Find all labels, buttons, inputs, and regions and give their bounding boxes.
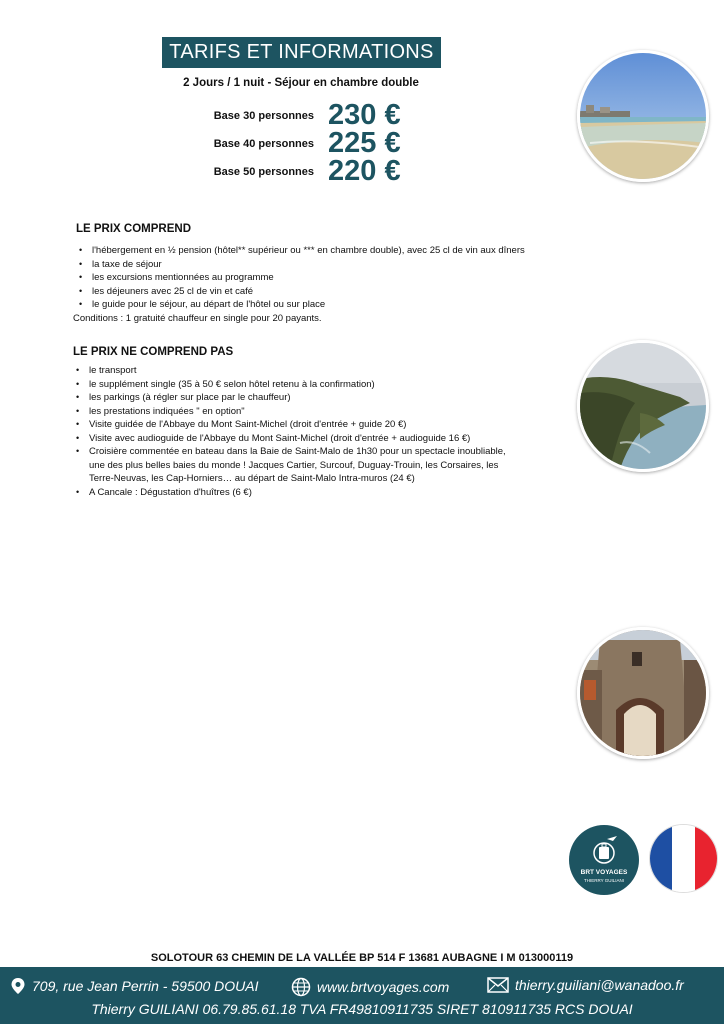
brt-voyages-logo xyxy=(569,825,639,895)
footer-website[interactable] xyxy=(291,977,449,997)
email-link[interactable]: thierry.guiliani@wanadoo.fr xyxy=(515,977,684,993)
globe-icon xyxy=(291,977,311,997)
list-item: • les excursions mentionnées au programme xyxy=(76,271,566,285)
includes-heading: LE PRIX COMPREND xyxy=(76,223,192,235)
beach-photo xyxy=(577,50,709,182)
price-row xyxy=(170,99,470,131)
price-value: 220 € xyxy=(328,155,401,187)
price-label: Base 30 personnes xyxy=(213,110,314,122)
website-link[interactable]: www.brtvoyages.com xyxy=(317,979,450,995)
footer-address xyxy=(10,977,258,995)
list-item: • Visite guidée de l'Abbaye du Mont Saint-Michel (droit d'entrée + guide 20 €) xyxy=(73,418,513,432)
list-item: • la taxe de séjour xyxy=(76,258,566,272)
list-item: • le transport xyxy=(73,364,513,378)
list-item: • Visite avec audioguide de l'Abbaye du Mont Saint-Michel (droit d'entrée + audioguide 16 €) xyxy=(73,432,513,446)
includes-list xyxy=(76,244,566,312)
excludes-list xyxy=(73,364,513,499)
list-item: • A Cancale : Dégustation d'huîtres (6 €) xyxy=(73,486,513,500)
page-title: TARIFS ET INFORMATIONS xyxy=(162,37,441,68)
list-item: • l'hébergement en ½ pension (hôtel** supérieur ou *** en chambre double), avec 25 cl de vin aux dîners xyxy=(76,244,566,258)
stay-subtitle: 2 Jours / 1 nuit - Séjour en chambre double xyxy=(183,77,419,89)
price-value: 225 € xyxy=(328,127,401,159)
list-item: • les parkings (à régler sur place par le chauffeur) xyxy=(73,391,513,405)
logo-brand: BRT VOYAGES xyxy=(580,869,628,876)
travel-logo-icon xyxy=(589,835,619,867)
address-text: 709, rue Jean Perrin - 59500 DOUAI xyxy=(32,978,259,994)
price-table xyxy=(170,99,470,187)
footer-bar xyxy=(0,967,724,1024)
french-flag-icon xyxy=(649,824,718,893)
coast-photo xyxy=(577,340,709,472)
list-item: • les prestations indiquées " en option" xyxy=(73,405,513,419)
list-item: • le supplément single (35 à 50 € selon hôtel retenu à la confirmation) xyxy=(73,378,513,392)
envelope-icon xyxy=(487,977,509,993)
location-pin-icon xyxy=(10,977,26,995)
price-row xyxy=(170,127,470,159)
price-row xyxy=(170,155,470,187)
conditions-text: Conditions : 1 gratuité chauffeur en single pour 20 payants. xyxy=(73,313,322,324)
excludes-heading: LE PRIX NE COMPREND PAS xyxy=(73,346,234,358)
price-label: Base 50 personnes xyxy=(213,166,314,178)
flag-red-stripe xyxy=(695,825,717,892)
logo-subtitle: THIERRY GUILIANI xyxy=(583,878,625,883)
flag-white-stripe xyxy=(672,825,694,892)
gate-photo xyxy=(577,627,709,759)
footer-company-info: Thierry GUILIANI 06.79.85.61.18 TVA FR49810911735 SIRET 810911735 RCS DOUAI xyxy=(91,1001,633,1017)
price-value: 230 € xyxy=(328,99,401,131)
flag-blue-stripe xyxy=(650,825,672,892)
price-label: Base 40 personnes xyxy=(213,138,314,150)
list-item: • le guide pour le séjour, au départ de l'hôtel ou sur place xyxy=(76,298,566,312)
list-item: • les déjeuners avec 25 cl de vin et café xyxy=(76,285,566,299)
list-item: • Croisière commentée en bateau dans la Baie de Saint-Malo de 1h30 pour un spectacle inoubliable, une des plus belles baies du monde ! Jacques Cartier, Surcouf, Duguay-Trouin, les Corsaires, les Terre-Neuvas, les Cap-Horniers… au départ de Saint-Malo Intra-muros (24 €) xyxy=(73,445,513,486)
legal-info: SOLOTOUR 63 CHEMIN DE LA VALLÉE BP 514 F 13681 AUBAGNE I M 013000119 xyxy=(150,952,574,964)
footer-contact-row xyxy=(0,977,724,997)
footer-email[interactable] xyxy=(487,977,684,993)
